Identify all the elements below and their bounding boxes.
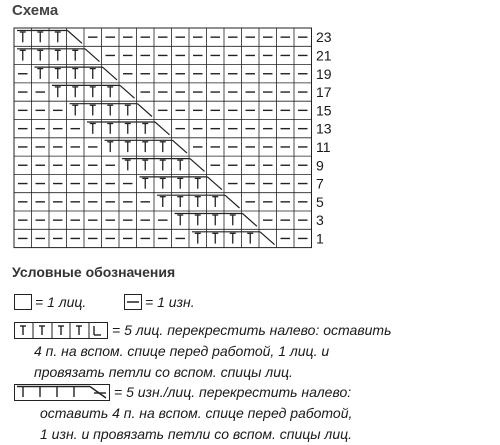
row-number-label: 21 xyxy=(316,47,332,64)
row-number-label: 7 xyxy=(316,175,324,192)
row-number-label: 5 xyxy=(316,193,324,210)
row-number-label: 15 xyxy=(316,102,332,119)
knit-cross-symbol xyxy=(14,322,108,339)
row-number-label: 3 xyxy=(316,212,324,229)
purl-stitch-symbol xyxy=(124,294,142,310)
legend-knit-label: = 1 лиц. xyxy=(35,294,87,310)
legend-purl-cross-label-2: оставить 4 п. на вспом. спице перед работой, xyxy=(40,405,353,421)
legend-heading: Условные обозначения xyxy=(12,264,176,280)
legend-knit-cross-label-2: 4 п. на вспом. спице перед работой, 1 лиц. и xyxy=(34,343,330,359)
row-number-label: 23 xyxy=(316,29,332,46)
row-number-label: 1 xyxy=(316,230,324,247)
row-number-label: 19 xyxy=(316,65,332,82)
legend-purl-cross-label-1: = 5 изн./лиц. перекрестить налево: xyxy=(114,384,352,400)
row-number-label: 17 xyxy=(316,84,332,101)
legend-purl-cross-label-3: 1 изн. и провязать петли со вспом. спицы лиц. xyxy=(40,426,352,442)
row-number-label: 9 xyxy=(316,157,324,174)
legend-knit-cross-label-3: провязать петли со вспом. спицы лиц. xyxy=(34,364,293,380)
purl-knit-cross-symbol xyxy=(14,384,110,401)
chart-title: Схема xyxy=(12,2,59,19)
row-number-label: 13 xyxy=(316,120,332,137)
knit-stitch-symbol xyxy=(14,294,32,310)
legend-knit-cross-label-1: = 5 лиц. перекрестить налево: оставить xyxy=(112,322,392,338)
row-number-label: 11 xyxy=(316,138,331,155)
legend-purl-label: = 1 изн. xyxy=(145,294,195,310)
